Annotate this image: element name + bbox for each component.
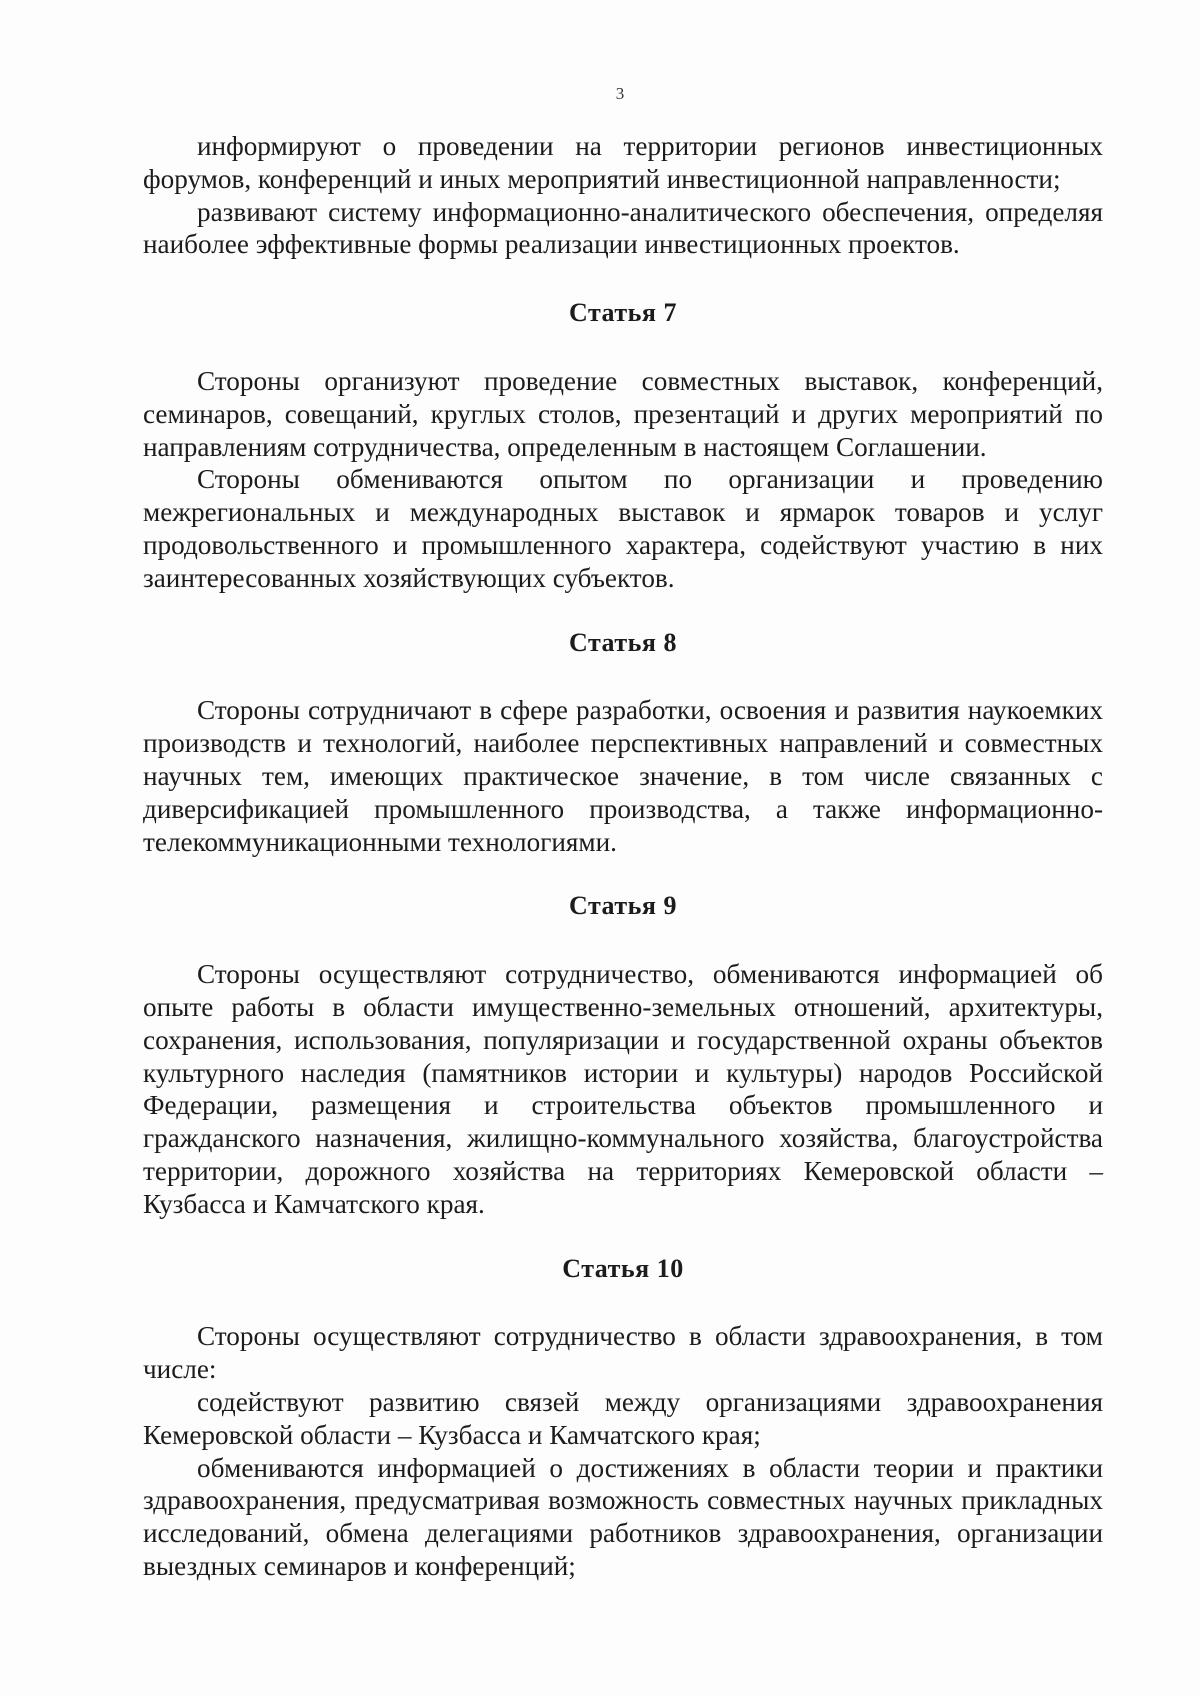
article-10-paragraph-3: обмениваются информацией о достижениях в области теории и практики здравоохранения, предусматривая возможность совместных научных прикладных исследований, обмена делегациями работников здравоохранения, организации выездных семинаров и конференций; xyxy=(143,1452,1103,1581)
article-10 xyxy=(143,1253,1103,1583)
article-7-paragraph-2: Стороны обмениваются опытом по организации и проведению межрегиональных и международных выставок и ярмарок товаров и услуг продовольственного и промышленного характера, содействуют участию в них заинтересованных хозяйствующих субъектов. xyxy=(143,464,1103,593)
article-7 xyxy=(143,297,1103,594)
article-10-paragraph-1: Стороны осуществляют сотрудничество в области здравоохранения, в том числе: xyxy=(143,1321,1103,1385)
intro-paragraph-2: развивают систему информационно-аналитического обеспечения, определяя наиболее эффективные формы реализации инвестиционных проектов. xyxy=(143,196,1103,260)
article-7-paragraph-1: Стороны организуют проведение совместных выставок, конференций, семинаров, совещаний, круглых столов, презентаций и других мероприятий по направлениям сотрудничества, определенным в настоящем Соглашении. xyxy=(143,365,1103,462)
intro-section xyxy=(143,130,1103,261)
article-8 xyxy=(143,627,1103,859)
article-7-title: Статья 7 xyxy=(569,298,677,328)
document-body xyxy=(143,130,1103,1583)
page-number: 3 xyxy=(615,84,625,103)
article-9 xyxy=(143,890,1103,1220)
article-8-title: Статья 8 xyxy=(569,627,677,657)
article-9-title: Статья 9 xyxy=(569,891,677,921)
article-8-paragraph-1: Стороны сотрудничают в сфере разработки, освоения и развития наукоемких производств и технологий, наиболее перспективных направлений и совместных научных тем, имеющих практическое значение, в том числе связанных с диверсификацией промышленного производства, а также информационно-телекоммуникационными технологиями. xyxy=(143,695,1103,857)
article-9-paragraph-1: Стороны осуществляют сотрудничество, обмениваются информацией об опыте работы в области имущественно-земельных отношений, архитектуры, сохранения, использования, популяризации и государственной охраны объектов культурного наследия (памятников истории и культуры) народов Российской Федерации, размещения и строительства объектов промышленного и гражданского назначения, жилищно-коммунального хозяйства, благоустройства территории, дорожного хозяйства на территориях Кемеровской области – Кузбасса и Камчатского края. xyxy=(143,959,1103,1219)
article-10-paragraph-2: содействуют развитию связей между организациями здравоохранения Кемеровской области – Кузбасса и Камчатского края; xyxy=(143,1386,1103,1450)
article-10-title: Статья 10 xyxy=(562,1253,684,1283)
intro-paragraph-1: информируют о проведении на территории регионов инвестиционных форумов, конференций и иных мероприятий инвестиционной направленности; xyxy=(143,131,1103,194)
